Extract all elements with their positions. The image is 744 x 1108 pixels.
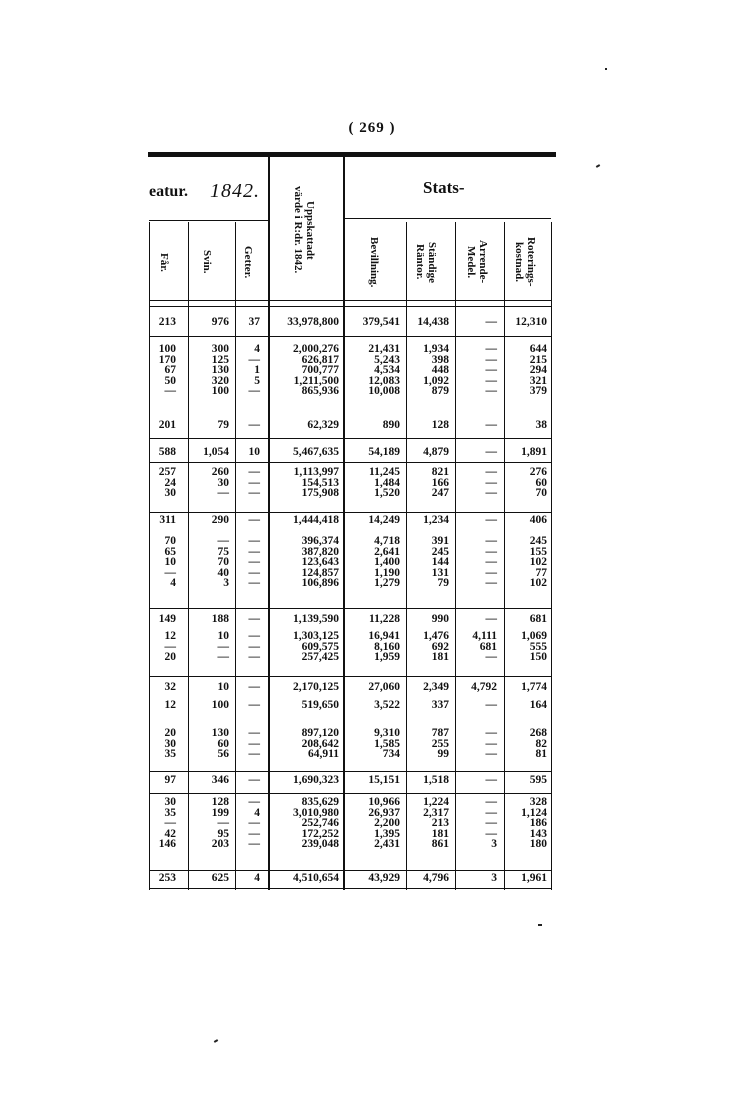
cell-standige: 990 (431, 613, 449, 625)
cell-varde: 897,120 208,642 64,911 (301, 727, 339, 760)
cell-far: 149 (158, 613, 176, 625)
cell-getter: — — — — — (248, 535, 260, 589)
row-rule (149, 512, 551, 513)
cell-bevillning: 11,228 (369, 613, 400, 625)
cell-rotering: 644 215 294 321 379 (529, 343, 547, 397)
row-rule (149, 870, 551, 871)
row-rule (149, 438, 551, 439)
cell-standige: 1,518 (423, 774, 449, 786)
cell-rotering: 1,961 (521, 872, 547, 884)
cell-bevillning: 10,966 26,937 2,200 1,395 2,431 (368, 796, 400, 850)
cell-rotering: 1,069 555 150 (521, 630, 547, 663)
cell-rotering: 12,310 (515, 316, 547, 328)
cell-svin: 100 (211, 699, 229, 711)
cell-arende: — (485, 774, 497, 786)
row-rule (149, 888, 551, 889)
row-rule (149, 676, 551, 677)
cell-far: 32 (164, 681, 176, 693)
valuation-column-header: Uppskattadt värde i R:dr. 1842. (292, 186, 316, 274)
row-rule (149, 336, 551, 337)
column-rule (551, 222, 552, 890)
cell-arende: — (485, 514, 497, 526)
cell-bevillning: 11,245 1,484 1,520 (369, 466, 400, 499)
cell-far: 588 (158, 446, 176, 458)
cell-standige: 14,438 (417, 316, 449, 328)
cell-getter: — (248, 419, 260, 431)
cell-bevillning: 43,929 (368, 872, 400, 884)
column-header-getter: Getter. (242, 245, 254, 279)
cell-varde: 33,978,800 (287, 316, 339, 328)
column-header-arende: Arrende- Medel. (465, 240, 489, 284)
cell-bevillning: 3,522 (374, 699, 400, 711)
cell-arende: — — — — — (485, 343, 497, 397)
cell-rotering: 245 155 102 77 102 (529, 535, 547, 589)
column-header-bevillning: Bevillning. (368, 236, 380, 288)
cell-rotering: 268 82 81 (529, 727, 547, 760)
column-header-rotering: Roterings- kostnad. (513, 237, 537, 287)
cell-svin: — 75 70 40 3 (217, 535, 229, 589)
cell-arende: 4,792 (471, 681, 497, 693)
cell-varde: 1,139,590 (293, 613, 339, 625)
cell-svin: 1,054 (203, 446, 229, 458)
cell-arende: — (485, 446, 497, 458)
cell-getter: — (248, 681, 260, 693)
cell-varde: 1,444,418 (293, 514, 339, 526)
cell-svin: 188 (211, 613, 229, 625)
row-rule (149, 771, 551, 772)
ink-speck (605, 68, 607, 70)
cell-standige: 4,796 (423, 872, 449, 884)
cell-rotering: 1,891 (521, 446, 547, 458)
header-rule (149, 306, 551, 307)
page-number: ( 269 ) (348, 120, 396, 136)
cell-far: 97 (164, 774, 176, 786)
cell-standige: 337 (431, 699, 449, 711)
cell-svin: 10 (217, 681, 229, 693)
cell-far: 201 (158, 419, 176, 431)
cell-far: 257 24 30 (158, 466, 176, 499)
cell-svin: 346 (211, 774, 229, 786)
cell-rotering: 1,774 (521, 681, 547, 693)
cell-far: 12 (164, 699, 176, 711)
cell-arende: — (485, 419, 497, 431)
cell-far: 30 35 — 42 146 (158, 796, 176, 850)
cell-varde: 2,000,276 626,817 700,777 1,211,500 865,936 (293, 343, 339, 397)
cell-svin: 128 199 — 95 203 (211, 796, 229, 850)
cell-svin: 260 30 — (211, 466, 229, 499)
row-rule (149, 462, 551, 463)
cell-arende: — (485, 613, 497, 625)
cell-standige: 1,476 692 181 (423, 630, 449, 663)
cell-arende: — — — — 3 (485, 796, 497, 850)
cell-far: 12 — 20 (164, 630, 176, 663)
cell-bevillning: 27,060 (368, 681, 400, 693)
cell-varde: 835,629 3,010,980 252,746 172,252 239,048 (293, 796, 339, 850)
ink-speck (538, 924, 542, 926)
cell-standige: 2,349 (423, 681, 449, 693)
cell-arende: — — — — — (485, 535, 497, 589)
cell-svin: 976 (211, 316, 229, 328)
cell-arende: — (485, 699, 497, 711)
cell-bevillning: 15,151 (368, 774, 400, 786)
cell-varde: 1,690,323 (293, 774, 339, 786)
cell-svin: 625 (211, 872, 229, 884)
cell-getter: 4 — 1 5 — (248, 343, 260, 397)
cell-rotering: 595 (529, 774, 547, 786)
cell-standige: 4,879 (423, 446, 449, 458)
cell-far: 100 170 67 50 — (158, 343, 176, 397)
cell-getter: — (248, 774, 260, 786)
cell-far: 253 (158, 872, 176, 884)
cell-rotering: 681 (529, 613, 547, 625)
cell-standige: 128 (431, 419, 449, 431)
cell-standige: 1,934 398 448 1,092 879 (423, 343, 449, 397)
cell-svin: 290 (211, 514, 229, 526)
cell-svin: 10 — — (217, 630, 229, 663)
row-rule (149, 793, 551, 794)
cell-rotering: 164 (529, 699, 547, 711)
cell-standige: 1,224 2,317 213 181 861 (423, 796, 449, 850)
column-rule (268, 157, 270, 890)
cell-bevillning: 9,310 1,585 734 (374, 727, 400, 760)
cell-standige: 1,234 (423, 514, 449, 526)
cell-far: 311 (159, 514, 176, 526)
cell-varde: 1,113,997 154,513 175,908 (293, 466, 339, 499)
cell-getter: — 4 — — — (248, 796, 260, 850)
cell-rotering: 276 60 70 (529, 466, 547, 499)
cell-rotering: 406 (529, 514, 547, 526)
cell-rotering: 38 (535, 419, 547, 431)
column-header-svin: Svin. (201, 250, 213, 274)
cell-getter: — (248, 613, 260, 625)
row-rule (149, 608, 551, 609)
cell-getter: — (248, 699, 260, 711)
cell-bevillning: 16,941 8,160 1,959 (368, 630, 400, 663)
cell-getter: 4 (254, 872, 260, 884)
cell-bevillning: 21,431 5,243 4,534 12,083 10,008 (368, 343, 400, 397)
cell-far: 213 (158, 316, 176, 328)
cell-arende: — (485, 316, 497, 328)
cell-getter: — (248, 514, 260, 526)
cell-getter: — — — (248, 466, 260, 499)
cell-bevillning: 890 (382, 419, 400, 431)
cell-varde: 2,170,125 (293, 681, 339, 693)
cell-arende: 4,111 681 — (472, 630, 497, 663)
cell-varde: 4,510,654 (293, 872, 339, 884)
header-rule (149, 220, 268, 221)
cell-bevillning: 54,189 (368, 446, 400, 458)
cell-standige: 391 245 144 131 79 (431, 535, 449, 589)
cell-getter: — — — (248, 727, 260, 760)
cell-getter: 10 (248, 446, 260, 458)
cell-varde: 396,374 387,820 123,643 124,857 106,896 (301, 535, 339, 589)
cell-standige: 787 255 99 (431, 727, 449, 760)
cell-rotering: 328 1,124 186 143 180 (521, 796, 547, 850)
cell-varde: 62,329 (307, 419, 339, 431)
cell-getter: — — — (248, 630, 260, 663)
cell-svin: 79 (217, 419, 229, 431)
column-header-standige: Ständige Räntor. (414, 241, 438, 283)
cell-getter: 37 (248, 316, 260, 328)
section-title-left: eatur. (149, 183, 188, 200)
column-header-far: Får. (158, 252, 170, 272)
cell-arende: — — — (485, 466, 497, 499)
cell-varde: 1,303,125 609,575 257,425 (293, 630, 339, 663)
cell-far: 20 30 35 (164, 727, 176, 760)
cell-far: 70 65 10 — 4 (164, 535, 176, 589)
year-title: 1842. (210, 180, 260, 202)
cell-standige: 821 166 247 (431, 466, 449, 499)
cell-bevillning: 14,249 (368, 514, 400, 526)
cell-varde: 5,467,635 (293, 446, 339, 458)
header-rule (343, 218, 551, 219)
cell-arende: 3 (491, 872, 497, 884)
cell-arende: — — — (485, 727, 497, 760)
cell-svin: 300 125 130 320 100 (211, 343, 229, 397)
cell-bevillning: 4,718 2,641 1,400 1,190 1,279 (374, 535, 400, 589)
cell-varde: 519,650 (301, 699, 339, 711)
section-title-right: Stats- (423, 178, 465, 197)
header-rule (149, 300, 551, 301)
cell-bevillning: 379,541 (362, 316, 400, 328)
cell-svin: 130 60 56 (211, 727, 229, 760)
